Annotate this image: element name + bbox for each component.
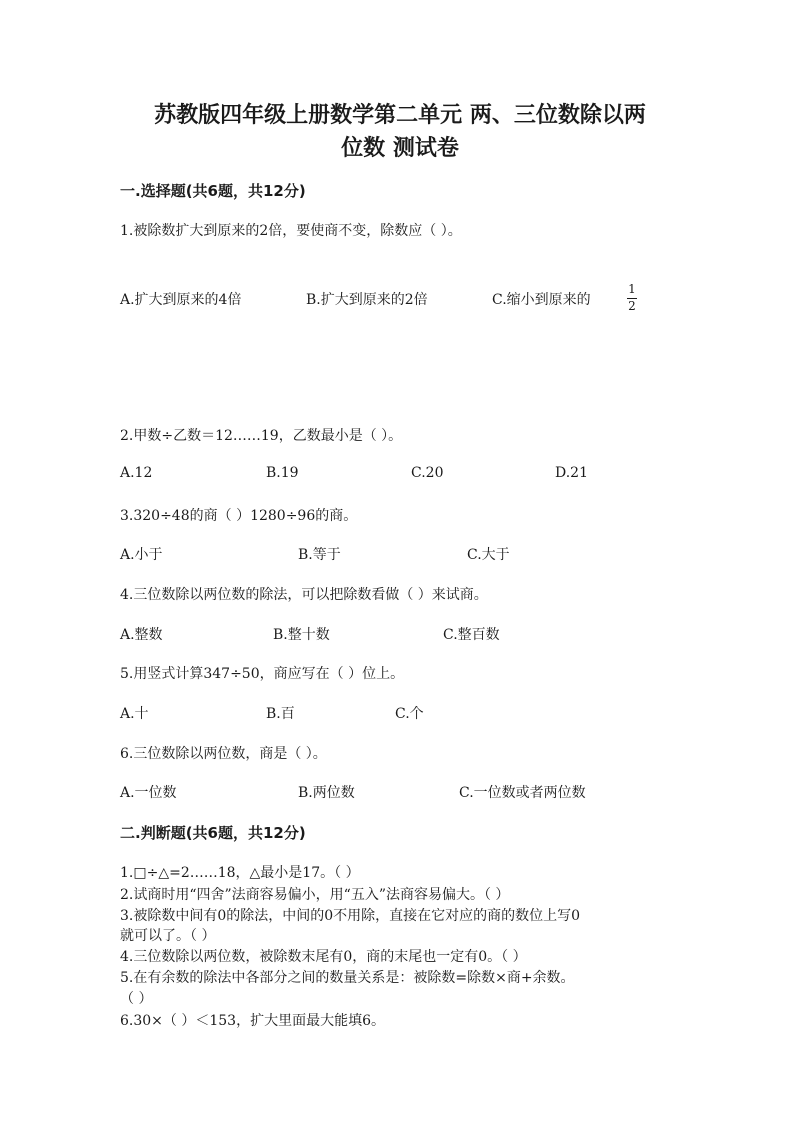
tf-line-5: 5.在有余数的除法中各部分之间的数量关系是：被除数=除数×商+余数。 xyxy=(120,970,575,986)
q2-option-c: C.20 xyxy=(411,465,444,481)
tf-line-6: 6.30×（ ）＜153，扩大里面最大能填6。 xyxy=(120,1013,385,1029)
question-2: 2.甲数÷乙数＝12……19，乙数最小是（ ）。 xyxy=(120,428,403,444)
question-1: 1.被除数扩大到原来的2倍，要使商不变，除数应（ ）。 xyxy=(120,223,462,239)
section-heading-judgment: 二.判断题(共6题，共12分) xyxy=(120,824,306,842)
tf-line-3: 3.被除数中间有0的除法，中间的0不用除，直接在它对应的商的数位上写0 xyxy=(120,908,581,924)
page-title-line1: 苏教版四年级上册数学第二单元 两、三位数除以两 xyxy=(154,103,646,128)
tf-line-4: 4.三位数除以两位数，被除数末尾有0，商的末尾也一定有0。（ ） xyxy=(120,949,527,965)
q5-option-c: C.个 xyxy=(395,706,424,722)
question-3: 3.320÷48的商（ ）1280÷96的商。 xyxy=(120,508,358,524)
q5-option-a: A.十 xyxy=(120,706,149,722)
q6-option-c: C.一位数或者两位数 xyxy=(459,785,586,801)
question-4: 4.三位数除以两位数的除法，可以把除数看做（ ）来试商。 xyxy=(120,587,488,603)
q5-option-b: B.百 xyxy=(266,706,295,722)
fraction-numerator: 1 xyxy=(628,282,636,296)
tf-line-2: 2.试商时用“四舍”法商容易偏小，用“五入”法商容易偏大。（ ） xyxy=(120,887,510,903)
tf-line-1: 1.□÷△=2……18，△最小是17。（ ） xyxy=(120,865,360,881)
question-5: 5.用竖式计算347÷50，商应写在（ ）位上。 xyxy=(120,666,405,682)
q3-option-c: C.大于 xyxy=(467,547,510,563)
q2-option-a: A.12 xyxy=(120,465,153,481)
q4-option-a: A.整数 xyxy=(120,627,163,643)
q1-option-b: B.扩大到原来的2倍 xyxy=(306,292,428,308)
q6-option-a: A.一位数 xyxy=(120,785,177,801)
section-heading-choice: 一.选择题(共6题，共12分) xyxy=(120,182,306,200)
fraction-denominator: 2 xyxy=(628,298,636,313)
q2-option-b: B.19 xyxy=(266,465,299,481)
q6-option-b: B.两位数 xyxy=(298,785,355,801)
q2-option-d: D.21 xyxy=(555,465,588,481)
q3-option-a: A.小于 xyxy=(120,547,163,563)
tf-line-5-cont: （ ） xyxy=(120,991,153,1007)
q1-option-a: A.扩大到原来的4倍 xyxy=(120,292,242,308)
tf-line-3-cont: 就可以了。（ ） xyxy=(120,928,216,944)
q1-fraction xyxy=(627,283,637,314)
q3-option-b: B.等于 xyxy=(298,547,341,563)
question-6: 6.三位数除以两位数，商是（ ）。 xyxy=(120,746,327,762)
q1-option-c: C.缩小到原来的 xyxy=(492,292,591,308)
q4-option-c: C.整百数 xyxy=(443,627,500,643)
q4-option-b: B.整十数 xyxy=(273,627,330,643)
page-title-line2: 位数 测试卷 xyxy=(341,136,459,161)
